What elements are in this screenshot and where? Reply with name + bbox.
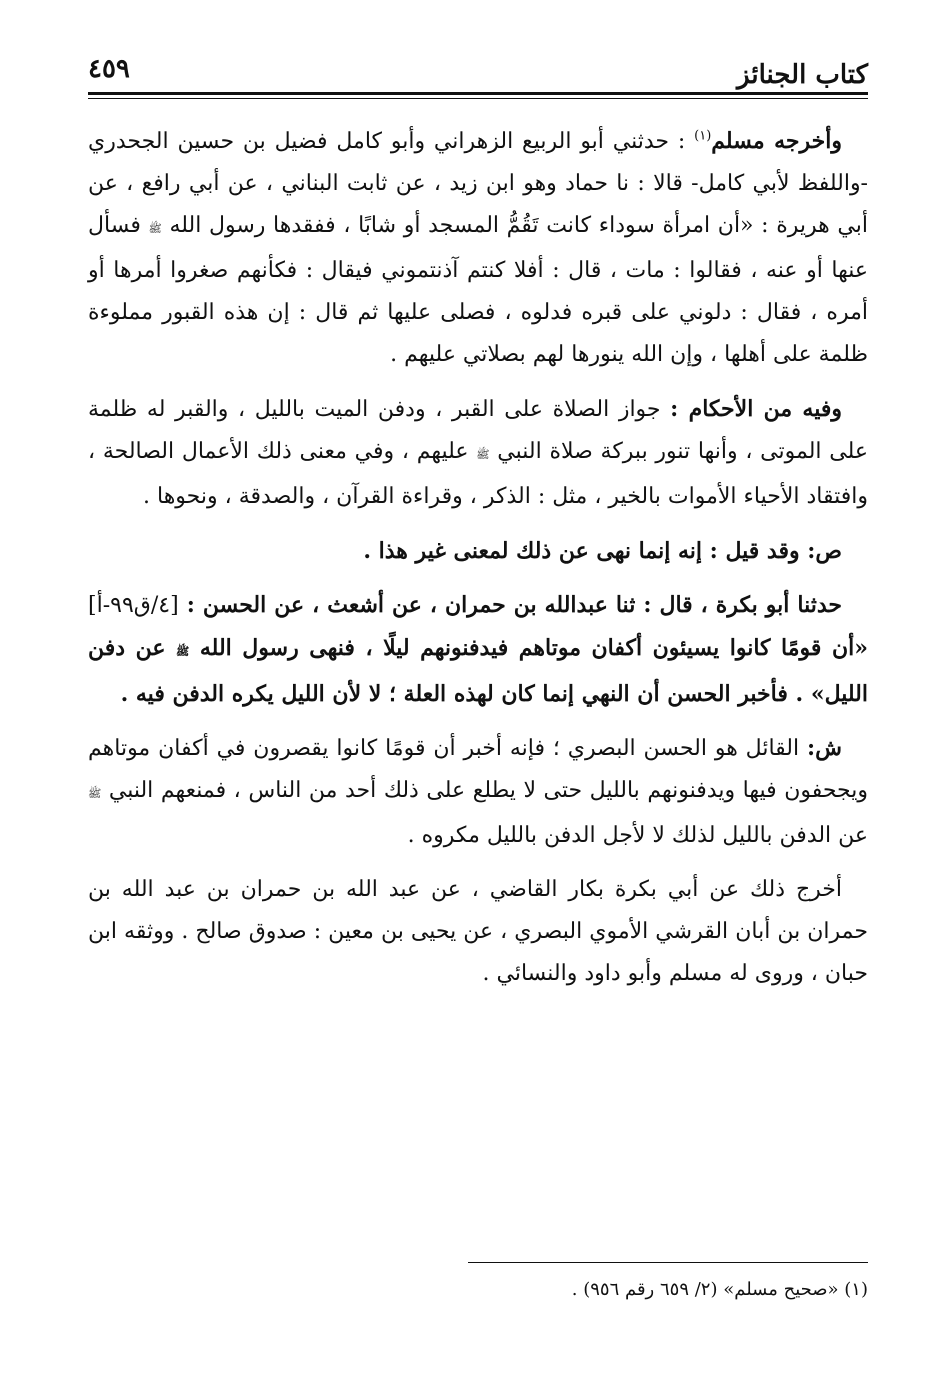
paragraph-takhrij [88, 869, 868, 995]
footnote-marker: (١) [694, 128, 712, 144]
paragraph-text-continued: عن الدفن بالليل لذلك لا لأجل الدفن بالليل مكروه . [407, 823, 868, 848]
page-header [88, 40, 868, 96]
paragraph-text: وقد قيل : إنه إنما نهى عن ذلك لمعنى غير هذا . [363, 538, 800, 564]
header-rule-thin [88, 98, 868, 99]
paragraph-text-continued: فسأل عنها أو عنه ، فقالوا : مات ، قال : أفلا كنتم آذنتموني فيقال : فكأنهم صغروا أمرها أو أمره ، فقال : دلوني على قبره فدلوه ، فصلى عليها ثم قال : إن هذه القبور مملوءة ظلمة على أهلها ، وإن الله ينورها لهم بصلاتي عليهم . [88, 213, 868, 367]
paragraph-sad [88, 530, 868, 572]
paragraph-text-continued: عليهم ، وفي معنى ذلك الأعمال الصالحة ، وافتقاد الأحياء الأموات بالخير ، مثل : الذكر ، وقراءة القرآن ، والصدقة ، ونحوها . [88, 439, 868, 509]
paragraph-muslim-hadith [88, 120, 868, 376]
salutation-glyph: ﷺ [176, 645, 190, 658]
salutation-glyph: ﷺ [88, 787, 102, 800]
salutation-glyph: ﷺ [148, 222, 162, 235]
paragraph-text-final: عن دفن الليل» . فأخبر الحسن أن النهي إنما كان لهذه العلة ؛ لا لأن الليل يكره الدفن فيه . [88, 635, 868, 707]
paragraph-isnad [88, 584, 868, 715]
page-number: ٤٥٩ [88, 54, 130, 84]
paragraph-sharh [88, 727, 868, 857]
paragraph-rulings [88, 388, 868, 518]
footnote: (١) «صحيح مسلم» (٢/ ٦٥٩ رقم ٩٥٦) . [571, 1279, 868, 1300]
header-rule [88, 92, 868, 95]
chapter-title: كتاب الجنائز [737, 60, 868, 90]
paragraph-lead: وفيه من الأحكام : [670, 396, 843, 422]
paragraph-text: جواز الصلاة على القبر ، ودفن الميت بالليل ، والقبر له ظلمة على الموتى ، وأنها تنور ببركة صلاة النبي [88, 397, 868, 464]
paragraph-text: حدثنا أبو بكرة ، قال : ثنا عبدالله بن حمران ، عن أشعث ، عن الحسن : [186, 592, 842, 618]
book-page [88, 40, 868, 1340]
paragraph-text: أخرج ذلك عن أبي بكرة بكار القاضي ، عن عبد الله بن حمران بن عبد الله بن حمران بن أبان القرشي الأموي البصري ، عن يحيى بن معين : صدوق صالح . ووثقه ابن حبان ، وروى له مسلم وأبو داود والنسائي . [88, 877, 868, 986]
footnote-rule [468, 1262, 868, 1263]
manuscript-reference: [٤/ق٩٩-أ] [88, 593, 179, 618]
paragraph-text: : حدثني أبو الربيع الزهراني وأبو كامل فضيل بن حسين الجحدري -واللفظ لأبي كامل- قالا : نا حماد وهو ابن زيد ، عن ثابت البناني ، عن أبي رافع ، عن أبي هريرة : «أن امرأة سوداء كانت تَقُمُّ المسجد أو شابًا ، ففقدها رسول الله [88, 129, 868, 238]
salutation-glyph: ﷺ [476, 448, 490, 461]
paragraph-text: القائل هو الحسن البصري ؛ فإنه أخبر أن قومًا كانوا يقصرون في أكفان موتاهم ويجحفون فيها ويدفنونهم بالليل حتى لا يطلع على ذلك أحد من الناس ، فمنعهم النبي [88, 736, 868, 803]
paragraph-lead: ص: [807, 538, 842, 564]
page-body [88, 120, 868, 995]
paragraph-lead: وأخرجه مسلم [711, 128, 842, 154]
paragraph-lead: ش: [807, 735, 842, 761]
paragraph-text-continued: «أن قومًا كانوا يسيئون أكفان موتاهم فيدفنونهم ليلًا ، فنهى رسول الله [199, 635, 868, 661]
